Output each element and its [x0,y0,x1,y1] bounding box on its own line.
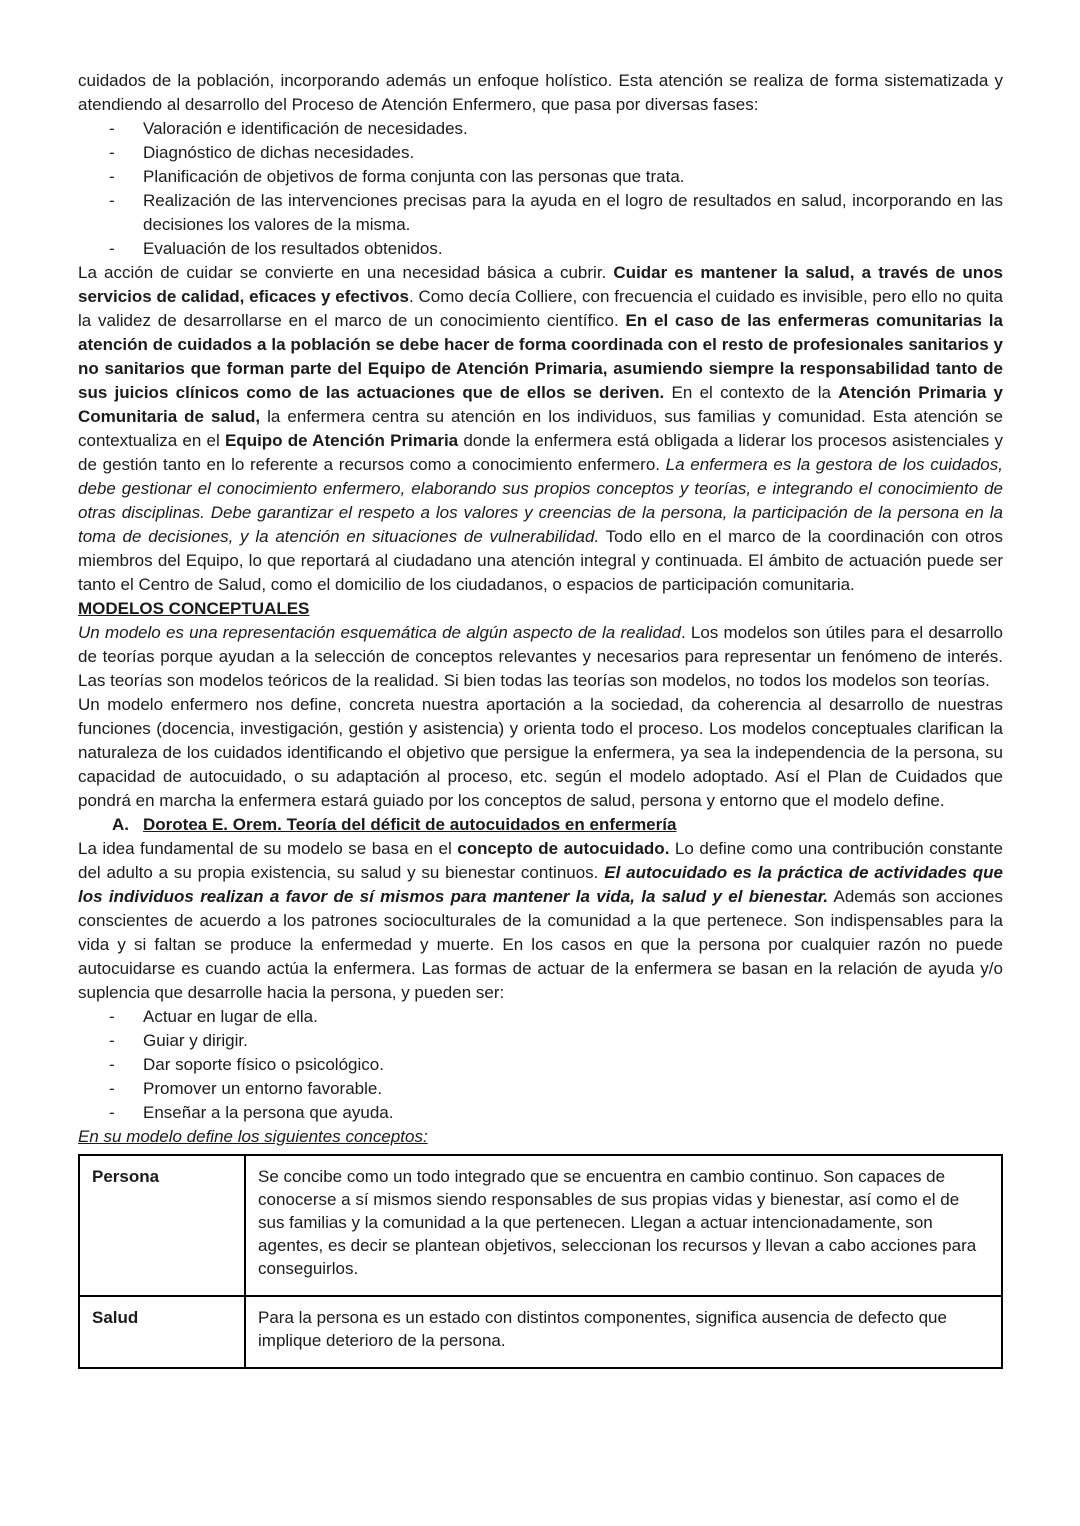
dash-marker: - [109,239,115,258]
concept-label-cell: Salud [79,1296,245,1368]
list-item [78,1029,1003,1053]
concepts-intro-line [78,1125,1003,1149]
list-item [78,1101,1003,1125]
nurse-actions-list [78,1005,1003,1125]
list-item-text: Guiar y dirigir. [143,1031,248,1050]
list-item-text: Realización de las intervenciones precisas para la ayuda en el logro de resultados en salud, incorporando en las decisiones los valores de la misma. [143,191,1003,234]
list-item [78,141,1003,165]
dash-marker: - [109,167,115,186]
text-segment: La acción de cuidar se convierte en una necesidad básica a cubrir. [78,263,614,282]
text-segment: MODELOS CONCEPTUALES [78,599,310,618]
process-phases-list [78,117,1003,261]
orem-concepts-table [78,1154,1003,1369]
concept-description-cell: Para la persona es un estado con distintos componentes, significa ausencia de defecto que implique deterioro de la persona. [245,1296,1002,1368]
text-segment: Además son acciones conscientes de acuerdo a los patrones socioculturales de la comunidad a la que pertenece. Son indispensables para la vida y si faltan se produce la enfermedad y muerte. En los casos en que la persona por cualquier razón no puede autocuidarse es cuando actúa la enfermera. Las formas de actuar de la enfermera se basan en la relación de ayuda y/o suplencia que desarrolle hacia la persona, y pueden ser: [78,887,1003,1002]
model-purpose-paragraph [78,693,1003,813]
text-segment: La idea fundamental de su modelo se basa en el [78,839,458,858]
list-item-text: Promover un entorno favorable. [143,1079,383,1098]
text-segment: Todo ello en el marco de la coordinación con otros miembros del Equipo, lo que reportará al ciudadano una atención integral y continuada. El ámbito de actuación puede ser tanto el Centro de Salud, como el domicilio de los ciudadanos, o espacios de participación comunitaria. [78,527,1003,594]
dash-marker: - [109,143,115,162]
list-item [78,1005,1003,1029]
text-segment: Un modelo enfermero nos define, concreta nuestra aportación a la sociedad, da coherencia al desarrollo de nuestras funciones (docencia, investigación, gestión y asistencia) y orienta todo el proceso. Los modelos conceptuales clarifican la naturaleza de los cuidados identificando el objetivo que persigue la enfermera, ya sea la independencia de la persona, su capacidad de autocuidado, o su adaptación al proceso, etc. según el modelo adoptado. Así el Plan de Cuidados que pondrá en marcha la enfermera estará guiado por los conceptos de salud, persona y entorno que el modelo define. [78,695,1003,810]
list-item [78,1053,1003,1077]
list-item-text: Enseñar a la persona que ayuda. [143,1103,394,1122]
list-item-text: Diagnóstico de dichas necesidades. [143,143,415,162]
list-item-text: Planificación de objetivos de forma conjunta con las personas que trata. [143,167,685,186]
text-segment: La enfermera es la gestora de los cuidados, debe gestionar el conocimiento enfermero, elaborando sus propios conceptos y teorías, e integrando el conocimiento de otras disciplinas. Debe garantizar el respeto a los valores y creencias de la persona, la participación de la persona en la toma de decisiones, y la atención en situaciones de vulnerabilidad. [78,455,1003,546]
list-item [78,1077,1003,1101]
dash-marker: - [109,1031,115,1050]
text-segment: Equipo de Atención Primaria [224,431,459,450]
model-definition-paragraph [78,621,1003,693]
dash-marker: - [109,191,115,210]
text-segment: concepto de autocuidado. [457,839,670,858]
dash-marker: - [109,119,115,138]
dash-marker: - [109,1055,115,1074]
autocuidado-paragraph [78,837,1003,1005]
text-segment: la enfermera centra su atención en los individuos, sus familias y comunidad. Esta atención se contextualiza en el [78,407,1003,450]
list-item-text: Actuar en lugar de ella. [143,1007,318,1026]
care-action-paragraph [78,261,1003,597]
text-segment: En el caso de las enfermeras comunitarias la atención de cuidados a la población se debe hacer de forma coordinada con el resto de profesionales sanitarios y no sanitarios que forman parte del Equipo de Atención Primaria, asumiendo siempre la responsabilidad tanto de sus juicios clínicos como de las actuaciones que de ellos se deriven. [78,311,1003,402]
concept-description-cell: Se concibe como un todo integrado que se encuentra en cambio continuo. Son capaces de conocerse a sí mismos siendo responsables de sus propias vidas y bienestar, así como el de sus familias y la comunidad a la que pertenecen. Llegan a actuar intencionadamente, son agentes, es decir se plantean objetivos, seleccionan los recursos y llevan a cabo acciones para conseguirlos. [245,1155,1002,1296]
list-item-text: Valoración e identificación de necesidades. [143,119,468,138]
modelos-conceptuales-heading [78,597,1003,621]
list-item [78,237,1003,261]
text-segment: . Como decía Colliere, con frecuencia el cuidado es invisible, pero ello no quita la validez de desarrollarse en el marco de un conocimiento científico. [78,287,1003,330]
dash-marker: - [109,1079,115,1098]
list-item [78,117,1003,141]
dash-marker: - [109,1103,115,1122]
intro-paragraph [78,69,1003,117]
text-segment: cuidados de la población, incorporando además un enfoque holístico. Esta atención se realiza de forma sistematizada y atendiendo al desarrollo del Proceso de Atención Enfermero, que pasa por diversas fases: [78,71,1003,114]
list-item-text: Dar soporte físico o psicológico. [143,1055,384,1074]
text-segment: Atención Primaria y Comunitaria de salud, [78,383,1003,426]
dash-marker: - [109,1007,115,1026]
text-segment: El autocuidado es la práctica de actividades que los individuos realizan a favor de sí mismos para mantener la vida, la salud y el bienestar. [78,863,1003,906]
list-item [78,189,1003,237]
text-segment: Cuidar es mantener la salud, a través de unos servicios de calidad, eficaces y efectivos [78,263,1003,306]
text-segment: Lo define como una contribución constante del adulto a su propia existencia, su salud y su bienestar continuos. [78,839,1003,882]
list-item-text: Evaluación de los resultados obtenidos. [143,239,443,258]
list-item [78,165,1003,189]
document-body [78,69,1003,1369]
table-row [79,1296,1002,1368]
orem-heading [78,813,1003,837]
text-segment: Un modelo es una representación esquemática de algún aspecto de la realidad [78,623,681,642]
text-segment: Dorotea E. Orem. Teoría del déficit de autocuidados en enfermería [143,815,677,834]
text-segment: . Los modelos son útiles para el desarrollo de teorías porque ayudan a la selección de conceptos relevantes y necesarios para representar un fenómeno de interés. Las teorías son modelos teóricos de la realidad. Si bien todas las teorías son modelos, no todos los modelos son teorías. [78,623,1003,690]
text-segment: En su modelo define los siguientes conceptos: [78,1127,428,1146]
table-row [79,1155,1002,1296]
list-letter-marker: A. [112,815,129,834]
text-segment: En el contexto de la [664,383,839,402]
text-segment: donde la enfermera está obligada a liderar los procesos asistenciales y de gestión tanto en lo referente a recursos como a conocimiento enfermero. [78,431,1003,474]
concept-label-cell: Persona [79,1155,245,1296]
